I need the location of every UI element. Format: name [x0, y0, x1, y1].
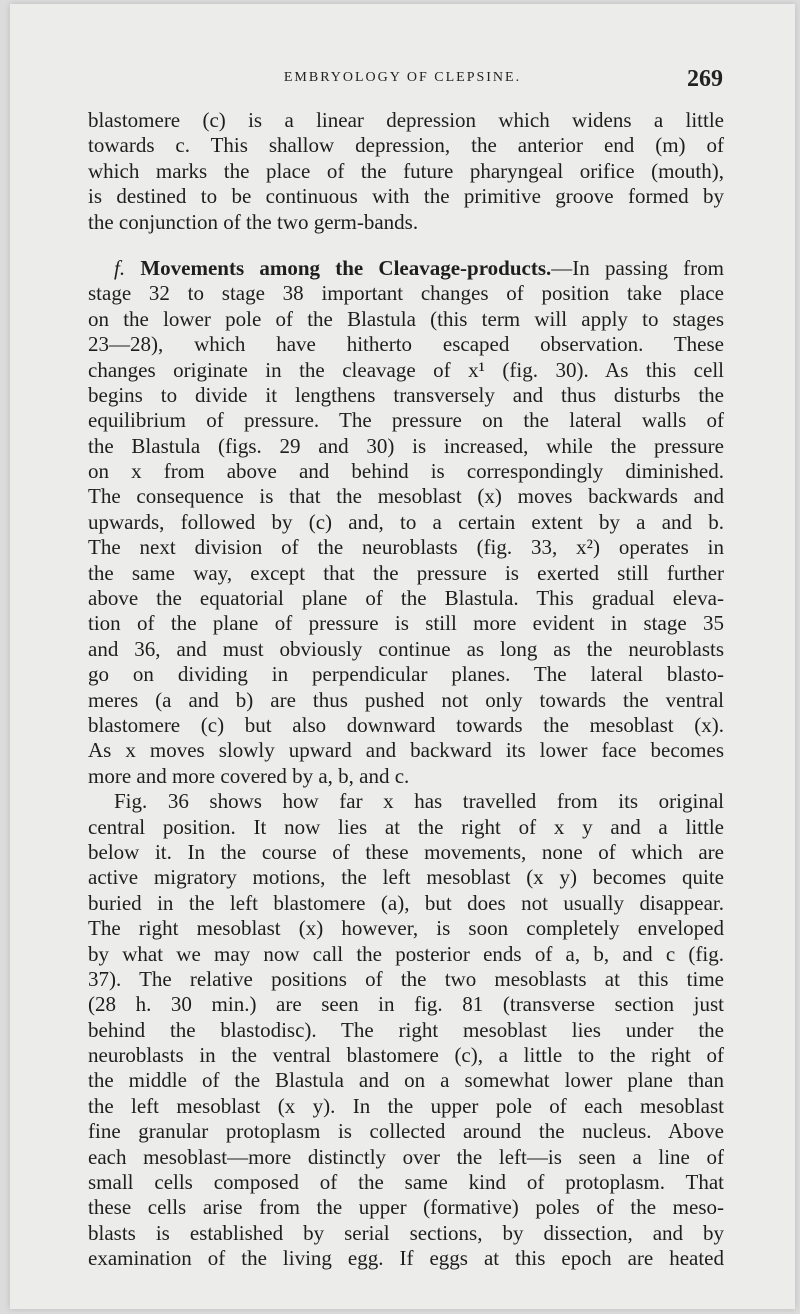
text-line: and 36, and must obviously continue as long as the neuroblasts — [88, 636, 724, 661]
text-line: blasts is established by serial sections, by dissection, and by — [88, 1220, 724, 1245]
text-line: towards c. This shallow depression, the anterior end (m) of — [88, 133, 724, 158]
text-line: by what we may now call the posterior ends of a, b, and c (fig. — [88, 941, 724, 966]
text-line: begins to divide it lengthens transversely and thus disturbs the — [88, 382, 724, 407]
book-page — [10, 4, 795, 1309]
text-line: 23—28), which have hitherto escaped observation. These — [88, 332, 724, 357]
page-number: 269 — [687, 66, 723, 92]
text-line: blastomere (c) is a linear depression which widens a little — [88, 108, 724, 132]
text-line: meres (a and b) are thus pushed not only towards the ventral — [88, 687, 724, 712]
text-line: (28 h. 30 min.) are seen in fig. 81 (transverse section just — [88, 992, 724, 1017]
text-line: go on dividing in perpendicular planes. The lateral blasto- — [88, 662, 724, 687]
text-line: upwards, followed by (c) and, to a certain extent by a and b. — [88, 509, 724, 534]
text-line: each mesoblast—more distinctly over the left—is seen a line of — [88, 1144, 724, 1169]
text-line: equilibrium of pressure. The pressure on the lateral walls of — [88, 408, 724, 433]
text-line: As x moves slowly upward and backward its lower face becomes — [88, 738, 724, 763]
text-line: above the equatorial plane of the Blastula. This gradual eleva- — [88, 586, 724, 611]
text-line: Fig. 36 shows how far x has travelled from its original — [114, 789, 724, 814]
paragraph-3 — [88, 789, 724, 1271]
section-heading: Movements among the Cleavage-products. — [140, 255, 552, 280]
text-line: more and more covered by a, b, and c. — [88, 763, 410, 788]
text-line: the Blastula (figs. 29 and 30) is increased, while the pressure — [88, 433, 724, 458]
text-line: The right mesoblast (x) however, is soon completely enveloped — [88, 916, 724, 941]
section-gap — [88, 235, 724, 256]
text-line: the conjunction of the two germ-bands. — [88, 209, 419, 234]
text-line: examination of the living egg. If eggs at this epoch are heated — [88, 1246, 724, 1271]
text-line: The consequence is that the mesoblast (x) moves backwards and — [88, 484, 724, 509]
body-text — [88, 108, 724, 1272]
text-line: changes originate in the cleavage of x¹ (fig. 30). As this cell — [88, 357, 724, 382]
text-line: blastomere (c) but also downward towards the mesoblast (x). — [88, 712, 724, 737]
text-line: fine granular protoplasm is collected around the nucleus. Above — [88, 1119, 724, 1144]
text-line: the left mesoblast (x y). In the upper pole of each mesoblast — [88, 1093, 724, 1118]
text-line: the same way, except that the pressure is exerted still further — [88, 560, 724, 585]
text-line: central position. It now lies at the right of x y and a little — [88, 814, 724, 839]
text-line: the middle of the Blastula and on a somewhat lower plane than — [88, 1068, 724, 1093]
text-line: 37). The relative positions of the two mesoblasts at this time — [88, 966, 724, 991]
text-line: which marks the place of the future pharyngeal orifice (mouth), — [88, 158, 724, 183]
text-line: below it. In the course of these movements, none of which are — [88, 839, 724, 864]
paragraph-1 — [88, 108, 724, 235]
text-line: buried in the left blastomere (a), but does not usually disappear. — [88, 890, 724, 915]
section-label: f. — [114, 255, 126, 280]
text-line: small cells composed of the same kind of protoplasm. That — [88, 1170, 724, 1195]
text-line: active migratory motions, the left mesoblast (x y) becomes quite — [88, 865, 724, 890]
running-title: EMBRYOLOGY OF CLEPSINE. — [283, 70, 522, 85]
text-line: neuroblasts in the ventral blastomere (c), a little to the right of — [88, 1043, 724, 1068]
section-movements — [88, 256, 724, 789]
text-line: tion of the plane of pressure is still more evident in stage 35 — [88, 611, 724, 636]
text-line: on the lower pole of the Blastula (this term will apply to stages — [88, 306, 724, 331]
section-heading-line — [88, 256, 724, 281]
text-line: is destined to be continuous with the primitive groove formed by — [88, 184, 724, 209]
running-head — [10, 66, 795, 96]
text-line: behind the blastodisc). The right mesoblast lies under the — [88, 1017, 724, 1042]
text-line: stage 32 to stage 38 important changes of position take place — [88, 281, 724, 306]
text-line: on x from above and behind is correspondingly diminished. — [88, 459, 724, 484]
section-heading-continuation: —In passing from — [551, 255, 724, 280]
text-line: these cells arise from the upper (formative) poles of the meso- — [88, 1195, 724, 1220]
text-line: The next division of the neuroblasts (fig. 33, x²) operates in — [88, 535, 724, 560]
